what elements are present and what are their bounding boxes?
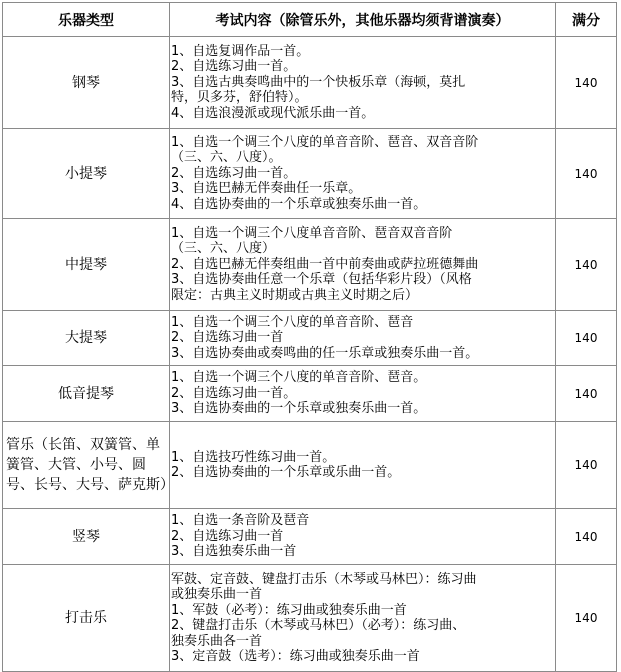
content-line: 或独奏乐曲一首 (171, 587, 263, 602)
table-row-percussion (3, 565, 617, 672)
header-content: 考试内容（除管乐外，其他乐器均须背谱演奏） (170, 3, 556, 37)
content-line: 限定：古典主义时期或古典主义时期之后） (171, 287, 419, 303)
content-line: 1、自选复调作品一首。 (171, 43, 310, 59)
content-line: 特，贝多芬，舒伯特）。 (171, 90, 308, 106)
score-cell: 140 (556, 422, 617, 509)
content-line: 1、自选一个调三个八度的单音音阶、琶音、双音音阶 (171, 134, 479, 150)
content-line: 1、自选技巧性练习曲一首。 (171, 449, 336, 465)
content-line: 2、自选练习曲一首。 (171, 165, 297, 181)
category-cell: 打击乐 (3, 565, 170, 672)
score-cell: 140 (556, 509, 617, 565)
content-cell (170, 565, 556, 672)
table-row-winds (3, 422, 617, 509)
content-line: 1、自选一个调三个八度的单音音阶、琶音。 (171, 370, 427, 386)
score-cell: 140 (556, 37, 617, 129)
table-row-cello (3, 311, 617, 366)
content-cell (170, 311, 556, 366)
category-cell: 钢琴 (3, 37, 170, 129)
category-cell: 大提琴 (3, 311, 170, 366)
content-line: 2、自选练习曲一首。 (171, 59, 297, 75)
exam-requirements-table (2, 2, 617, 672)
content-cell (170, 37, 556, 129)
content-cell (170, 509, 556, 565)
content-cell (170, 366, 556, 422)
content-line: 独奏乐曲各一首 (171, 633, 263, 649)
table-row-harp (3, 509, 617, 565)
score-cell: 140 (556, 565, 617, 672)
table-row-viola (3, 219, 617, 311)
content-cell (170, 422, 556, 509)
content-line: 1、军鼓（必考）：练习曲或独奏乐曲一首 (171, 602, 407, 618)
content-line: 军鼓、定音鼓、键盘打击乐（木琴或马林巴）：练习曲 (171, 571, 477, 587)
header-category: 乐器类型 (3, 3, 170, 37)
content-line: 2、自选练习曲一首。 (171, 385, 297, 401)
content-line: 3、自选协奏曲任意一个乐章（包括华彩片段）（风格 (171, 272, 472, 288)
content-cell (170, 129, 556, 219)
content-line: （三、六、八度） (171, 241, 276, 257)
content-line: 3、自选协奏曲的一个乐章或独奏乐曲一首。 (171, 401, 427, 417)
header-row (3, 3, 617, 37)
content-line: 1、自选一个调三个八度的单音音阶、琶音 (171, 314, 414, 330)
score-cell: 140 (556, 129, 617, 219)
score-cell: 140 (556, 219, 617, 311)
content-line: 4、自选协奏曲的一个乐章或独奏乐曲一首。 (171, 196, 427, 212)
content-line: 3、自选古典奏鸣曲中的一个快板乐章（海顿，莫扎 (171, 74, 466, 90)
content-line: 2、键盘打击乐（木琴或马林巴）（必考）：练习曲、 (171, 618, 466, 633)
content-line: 2、自选协奏曲的一个乐章或乐曲一首。 (171, 465, 401, 480)
content-line: 4、自选浪漫派或现代派乐曲一首。 (171, 105, 375, 121)
category-cell: 竖琴 (3, 509, 170, 565)
table-row-double-bass (3, 366, 617, 422)
content-line: 2、自选练习曲一首 (171, 330, 284, 346)
content-line: 2、自选练习曲一首 (171, 528, 284, 544)
table-row-violin (3, 129, 617, 219)
category-cell: 管乐（长笛、双簧管、单簧管、大管、小号、圆号、长号、大号、萨克斯） (3, 422, 170, 509)
score-cell: 140 (556, 366, 617, 422)
content-line: 3、自选巴赫无伴奏曲任一乐章。 (171, 181, 362, 197)
content-line: 3、定音鼓（选考）：练习曲或独奏乐曲一首 (171, 649, 420, 664)
table-row-piano (3, 37, 617, 129)
content-line: （三、六、八度）。 (171, 150, 282, 166)
score-cell: 140 (556, 311, 617, 366)
content-line: 3、自选独奏乐曲一首 (171, 544, 297, 560)
category-cell: 小提琴 (3, 129, 170, 219)
content-cell (170, 219, 556, 311)
category-cell: 中提琴 (3, 219, 170, 311)
header-score: 满分 (556, 3, 617, 37)
content-line: 1、自选一条音阶及琶音 (171, 513, 310, 529)
content-line: 3、自选协奏曲或奏鸣曲的任一乐章或独奏乐曲一首。 (171, 345, 479, 361)
content-line: 2、自选巴赫无伴奏组曲一首中前奏曲或萨拉班德舞曲 (171, 256, 479, 272)
category-cell: 低音提琴 (3, 366, 170, 422)
content-line: 1、自选一个调三个八度单音音阶、琶音双音音阶 (171, 225, 453, 241)
